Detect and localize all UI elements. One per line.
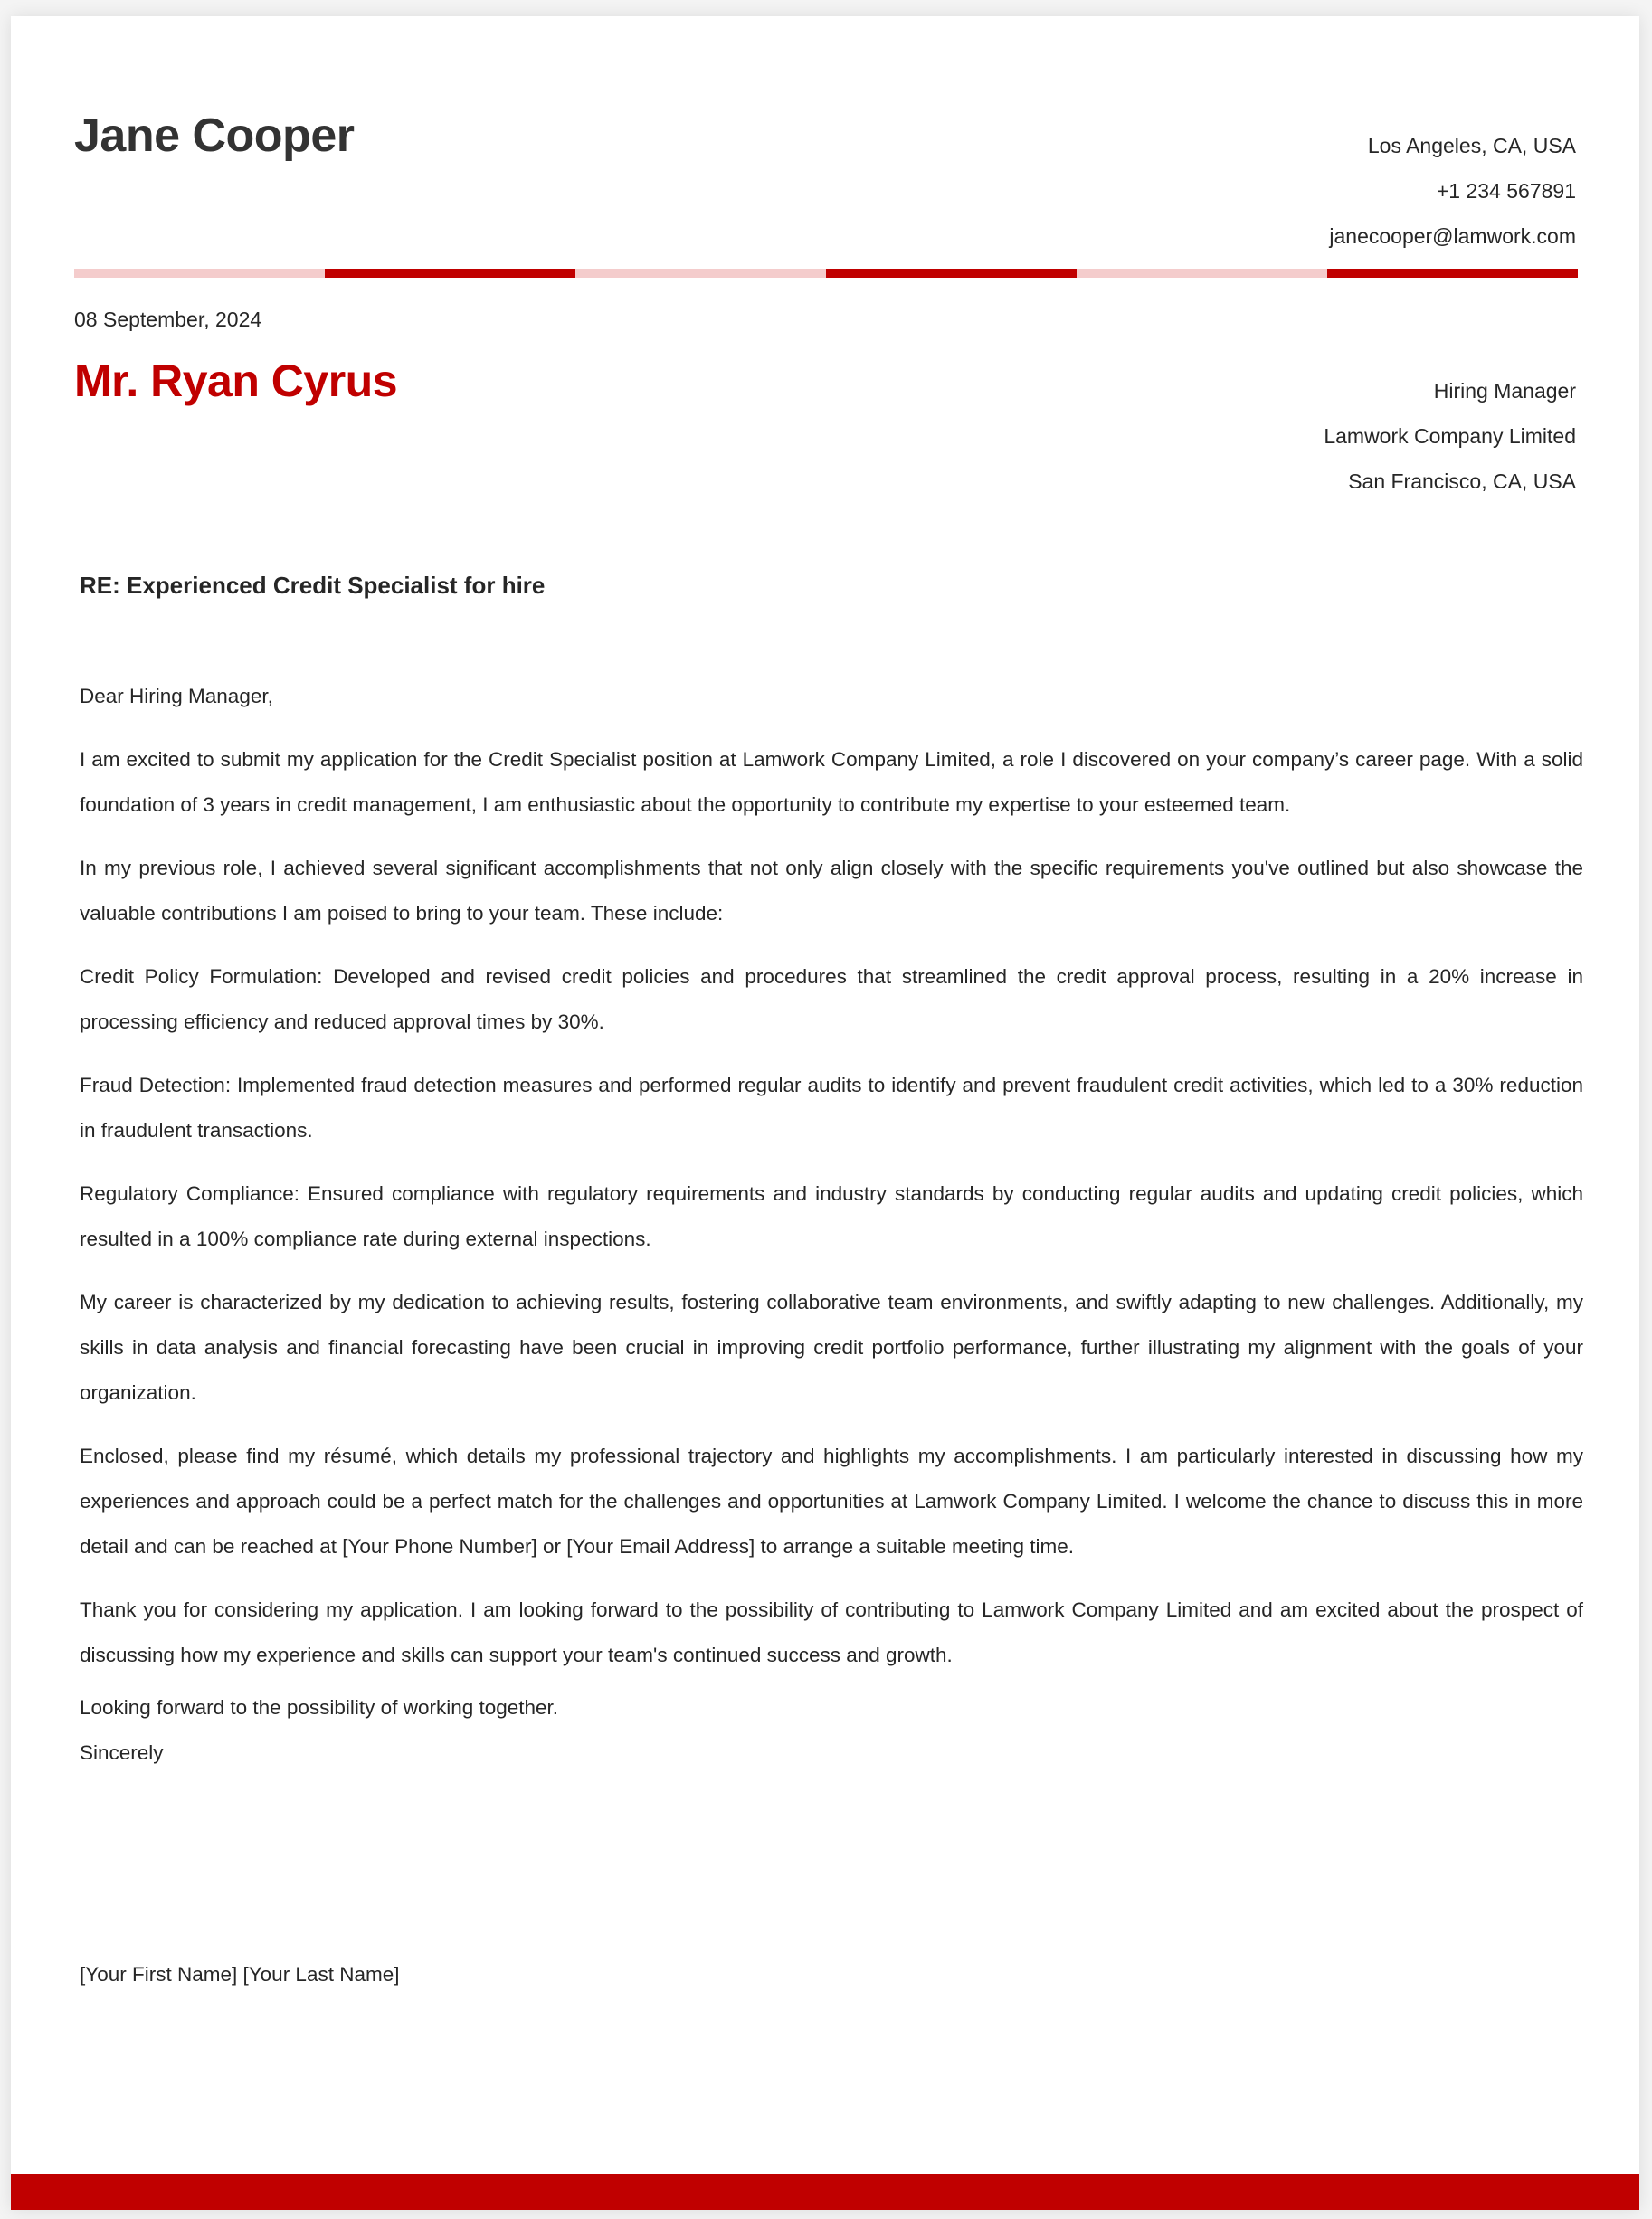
- body-paragraph: I am excited to submit my application for the Credit Specialist position at Lamwork Company Limited, a role I discovered on your company’s career page. With a solid foundation of 3 years in credit management, I am enthusiastic about the opportunity to contribute my expertise to your esteemed team.: [80, 748, 1583, 816]
- recipient-title: Hiring Manager: [1433, 379, 1576, 403]
- divider-segment: [74, 269, 325, 278]
- footer-accent-bar: [11, 2174, 1639, 2210]
- recipient-name: Mr. Ryan Cyrus: [74, 356, 398, 406]
- sender-phone: +1 234 567891: [1436, 179, 1576, 203]
- salutation: Dear Hiring Manager,: [80, 685, 273, 707]
- body-paragraph: Credit Policy Formulation: Developed and revised credit policies and procedures that streamlined the credit approval process, resulting in a 20% increase in processing efficiency and reduced approval times by 30%.: [80, 965, 1583, 1033]
- closing-line: Looking forward to the possibility of working together.: [80, 1696, 559, 1719]
- divider-segment: [325, 269, 575, 278]
- recipient-location: San Francisco, CA, USA: [1348, 469, 1576, 493]
- sender-email: janecooper@lamwork.com: [1329, 224, 1576, 248]
- letter-subject: RE: Experienced Credit Specialist for hire: [80, 572, 546, 599]
- body-paragraph: Thank you for considering my application. I am looking forward to the possibility of contributing to Lamwork Company Limited and am excited about the prospect of discussing how my experience and skills can support your team's continued success and growth.: [80, 1598, 1583, 1666]
- valediction: Sincerely: [80, 1741, 164, 1764]
- header-divider-stripe: [74, 269, 1578, 278]
- sender-name: Jane Cooper: [74, 109, 355, 162]
- divider-segment: [826, 269, 1077, 278]
- divider-segment: [1327, 269, 1578, 278]
- body-paragraph: Fraud Detection: Implemented fraud detection measures and performed regular audits to identify and prevent fraudulent credit activities, which led to a 30% reduction in fraudulent transactions.: [80, 1074, 1583, 1142]
- divider-segment: [575, 269, 826, 278]
- letter-date: 08 September, 2024: [74, 308, 262, 331]
- body-paragraph: Regulatory Compliance: Ensured compliance with regulatory requirements and industry standards by conducting regular audits and updating credit policies, which resulted in a 100% compliance rate during external inspections.: [80, 1182, 1583, 1250]
- letter-page: [11, 16, 1639, 2210]
- sender-contact-block: [1329, 123, 1576, 259]
- recipient-company: Lamwork Company Limited: [1324, 424, 1576, 448]
- closing-block: [80, 1685, 558, 1776]
- body-paragraph: My career is characterized by my dedication to achieving results, fostering collaborative team environments, and swiftly adapting to new challenges. Additionally, my skills in data analysis and financial forecasting have been crucial in improving credit portfolio performance, further illustrating my alignment with the goals of your organization.: [80, 1291, 1583, 1404]
- divider-segment: [1077, 269, 1327, 278]
- body-paragraph: Enclosed, please find my résumé, which details my professional trajectory and highlights my accomplishments. I am particularly interested in discussing how my experiences and approach could be a perfect match for the challenges and opportunities at Lamwork Company Limited. I welcome the chance to discuss this in more detail and can be reached at [Your Phone Number] or [Your Email Address] to arrange a suitable meeting time.: [80, 1445, 1583, 1558]
- sender-location: Los Angeles, CA, USA: [1367, 134, 1576, 157]
- body-paragraph: In my previous role, I achieved several significant accomplishments that not only align closely with the specific requirements you've outlined but also showcase the valuable contributions I am poised to bring to your team. These include:: [80, 857, 1583, 925]
- letter-body: [80, 674, 1583, 1696]
- recipient-info-block: [1324, 368, 1576, 504]
- signature-name: [Your First Name] [Your Last Name]: [80, 1963, 400, 1986]
